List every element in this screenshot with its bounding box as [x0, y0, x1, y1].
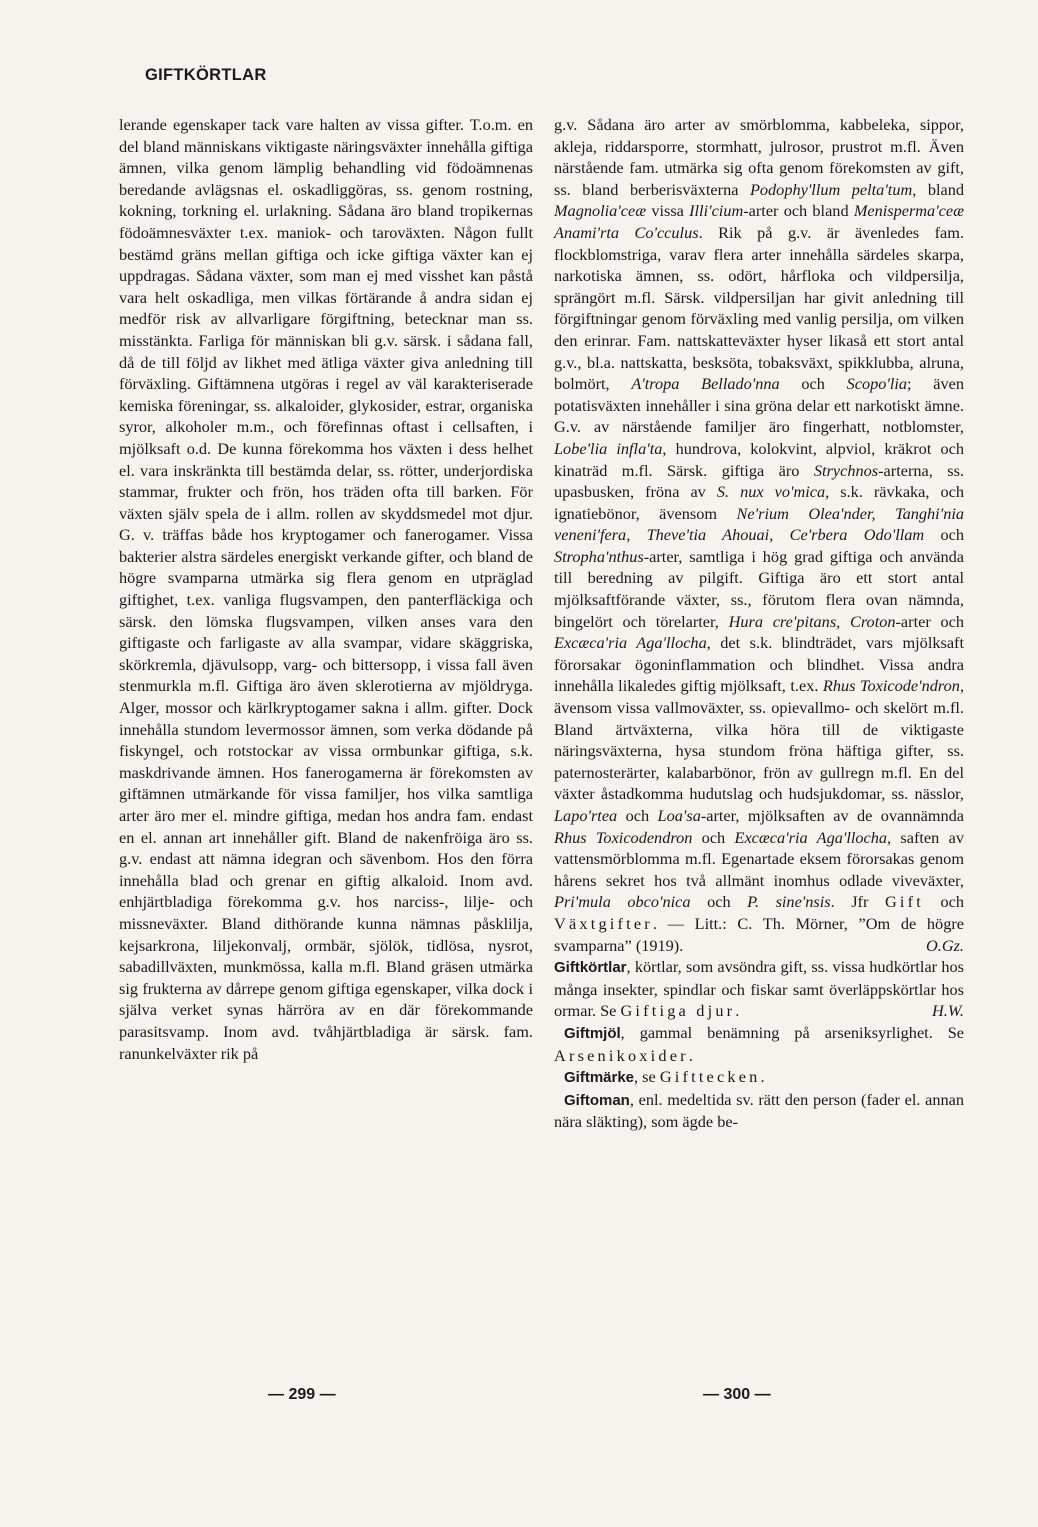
text-run: , körtlar, som avsöndra gift, ss. vissa hudkörtlar hos många insekter, spindlar och fiskar samt överläppskörtlar hos ormar. Se [554, 957, 964, 1021]
dictionary-entries [554, 956, 964, 1133]
text-run: och [923, 892, 965, 912]
italic-term: Stropha'nthus [554, 546, 644, 566]
italic-term: S. nux vo'mica [716, 482, 826, 502]
italic-term: P. sine'nsis [747, 892, 831, 912]
page-number-right: — 300 — [703, 1386, 771, 1403]
text-run: och [924, 525, 965, 545]
text-run: -arter, samtliga i hög grad giftiga och använda till beredning av pilgift. Giftiga äro ett stort antal mjölksaftförande växter, ss., förutom flera ovan nämnda, bingelört och törelarter, [554, 546, 964, 631]
cross-reference: Gift [884, 892, 924, 912]
text-run: . [760, 1067, 765, 1087]
text-run: -arter och [895, 611, 965, 631]
italic-term: Menisperma'ceæ Anami'rta Co'cculus [554, 201, 964, 242]
continued-entry-text [554, 114, 964, 956]
text-run: lerande egenskaper tack vare halten av vissa gifter. T.o.m. en del bland människans viktigaste näringsväxter innehålla giftiga ämnen, vilka genom lämplig behandling vid födoämnenas beredande avlägsnas el. oskadliggöras, ss. genom rostning, kokning, torkning el. urlakning. Sådana äro bland tropikernas födoämnesväxter t.ex. maniok- och taroväxten. Någon fullt bestämd gräns mellan giftiga och icke giftiga växter kan ej uppdragas. Sådana växter, som man ej med visshet kan påstå vara helt oskadliga, men vilkas förtärande å andra sidan ej medför risk av allvarligare förgiftning, betecknar man ss. misstänkta. Farliga för människan bli g.v. särsk. i sådana fall, då de till följd av likhet med ätliga växter giva anledning till förväxling. Giftämnena utgöras i regel av väl karakteriserade kemiska föreningar, ss. alkaloider, glykosider, estrar, organiska syror, alkoholer m.m., och förefinnas oftast i cellsaften, i mjölksaft o.d. De kunna förekomma hos växten i dess helhet el. vara inskränkta till bestämda delar, ss. rötter, underjordiska stammar, frukter och frön, hos träden ofta till barken. För växten själv spela de i allm. rollen av skyddsmedel mot djur. G. v. träffas både hos kryptogamer och fanerogamer. Vissa bakterier alstra särdeles energiskt verkande gifter, och bland de högre svamparna utmärka sig flera genom en utpräglad giftighet, t.ex. vanliga flugsvampen, den panterfläckiga och särsk. den lömska flugsvampen, vilken anses vara den giftigaste och farligaste av alla svampar, vidare skäggriska, skörkremla, djävulsopp, varg- och bittersopp, i vissa fall även stenmurkla m.fl. Giftiga äro även sklerotierna av mjöldryga. Alger, mossor och kärlkryptogamer sakna i allm. gifter. Dock innehålla stundom levermossor ämnen, som verka dödande på fiskyngel, och rotstockar av vissa ormbunkar giftiga, s.k. maskdrivande ämnen. Hos fanerogamerna är förekomsten av giftämnen utmärkande för vissa familjer, hos vilka samtliga arter äro mer el. mindre giftiga, medan hos andra fam. endast en el. annan art innehåller gift. Bland de nakenfröiga äro ss. g.v. endast att nämna idegran och sävenbom. Hos den förra innehålla blad och grenar en giftig alkaloid. Inom avd. enhjärtbladiga förekomma g.v. hos narciss-, lilje- och missneväxter. Bland dithörande kunna nämnas påsklilja, kejsarkrona, liljekonvalj, ormbär, sjölök, tidlösa, nysrot, sabadillväxten, munkmössa, kalla m.fl. Bland gräsen utmärka sig frukterna av dårrepe genom giftiga egenskaper, vilka dock i själva verket synas härröra av en där förekommande parasitsvamp. Inom avd. tvåhjärtbladiga är särsk. fam. ranunkelväxter rik på [119, 115, 533, 1063]
text-run: , ävensom vissa vallmoväxter, ss. opievallmo- och skelört m.fl. Bland ärtväxterna, vilka höra till de viktigaste näringsväxterna, hysa stundom fröna häftiga gifter, ss. paternosterärter, kalabarbönor, frön av gullregn m.fl. En del växter åstadkomma hudutslag och hudsjukdomar, ss. nässlor, [554, 676, 965, 804]
text-run: . — Litt.: C. Th. Mörner, ”Om de högre svamparna” (1919). [554, 913, 964, 955]
text-run: , enl. medeltida sv. rätt den person (fader el. annan nära släkting), som ägde be- [554, 1089, 964, 1132]
left-column [119, 114, 533, 1064]
right-column [554, 114, 964, 1133]
italic-term: Magnolia'ceæ [554, 201, 647, 221]
text-run: , hundrova, kolokvint, alpviol, kräkrot och kinaträd m.fl. Särsk. giftiga äro [554, 438, 964, 480]
text-run: g.v. Sådana äro arter av smörblomma, kabbeleka, sippor, akleja, riddarsporre, stormhatt, julrosor, prustrot m.fl. Även närstående fam. utmärka sig ofta genom förekomsten av gift, ss. bland berberisväxterna [554, 115, 964, 199]
left-column-text [119, 114, 533, 1064]
italic-term: Ne'rium Olea'nder, Tanghi'nia veneni'fera, Theve'tia Ahouai, Ce'rbera Odo'llam [554, 503, 964, 545]
italic-term: Illi'cium [689, 201, 744, 221]
text-run: och [617, 806, 658, 825]
author-signature: O.Gz. [926, 935, 964, 955]
dictionary-entry [554, 956, 964, 1022]
cross-reference: Giftiga djur [620, 1001, 736, 1021]
italic-term: Rhus Toxicodendron [554, 827, 693, 847]
italic-term: Pri'mula obco'nica [554, 892, 691, 912]
dictionary-entry [554, 1066, 964, 1089]
entry-headword: Giftoman [564, 1091, 630, 1109]
italic-term: Hura cre'pitans, Croton [728, 611, 896, 631]
italic-term: Excæca'ria Aga'llocha [554, 633, 707, 653]
text-run: , det s.k. blindträdet, vars mjölksaft förorsakar ögoninflammation och blindhet. Vissa andra innehålla likaledes giftig mjölksaft, t.ex. [554, 633, 964, 696]
author-signature: H.W. [932, 1001, 964, 1021]
text-run: -arter, mjölksaften av de ovannämnda [700, 806, 964, 825]
cross-reference: Växtgifter [554, 913, 653, 933]
italic-term: A'tropa Bellado'nna [631, 374, 780, 394]
dictionary-entry [554, 1022, 964, 1066]
running-head: GIFTKÖRTLAR [145, 66, 267, 84]
text-run: , s.k. rävkaka, och ignatiebönor, ävensom [554, 482, 965, 523]
cross-reference: Arsenikoxider [554, 1045, 689, 1065]
text-run: -arter och bland [743, 201, 854, 221]
text-run: , saften av vattensmörblomma m.fl. Egenartade eksem förorsakas genom hårens sekret hos två allmänt inomhus odlade viveväxter, [554, 827, 964, 890]
text-run: , gammal benämning på arseniksyrlighet. Se [620, 1022, 964, 1042]
text-run: och [692, 827, 735, 847]
text-run: och [779, 374, 847, 394]
entry-headword: Giftmjöl [564, 1024, 621, 1042]
italic-term: Strychnos [813, 460, 879, 480]
text-run: . [688, 1045, 693, 1065]
text-run: -arterna, ss. upasbusken, fröna av [554, 460, 964, 502]
italic-term: Lapo'rtea [554, 806, 618, 825]
text-run: ; även potatisväxten innehåller i sina gröna delar ett narkotiskt ämne. G.v. av närstående familjer äro fingerhatt, notblomster, [554, 374, 964, 437]
text-run: vissa [646, 201, 690, 221]
italic-term: Lobe'lia infla'ta [554, 438, 663, 458]
italic-term: Excæca'ria Aga'llocha [734, 827, 888, 847]
entry-headword: Giftmärke [564, 1069, 635, 1087]
cross-reference: Gifttecken [659, 1067, 761, 1087]
dictionary-entry [554, 1089, 964, 1133]
text-run: , bland [912, 179, 964, 199]
page-number-left: — 299 — [268, 1386, 336, 1403]
text-run: . Jfr [830, 892, 885, 912]
entry-headword: Giftkörtlar [554, 959, 627, 977]
italic-term: Rhus Toxicode'ndron [822, 676, 960, 696]
text-run: och [690, 892, 748, 912]
italic-term: Loa'sa [657, 806, 701, 825]
text-run: , se [634, 1067, 660, 1087]
italic-term: Podophy'llum pelta'tum [749, 179, 913, 199]
text-run: . Rik på g.v. är ävenledes fam. flockblomstriga, varav flera arter innehålla särdeles skarpa, narkotiska ämnen, ss. odört, hårfloka och vildpersilja, sprängört m.fl. Särsk. vildpersiljan har givit anledning till förgiftningar genom förväxling med vanlig persilja, om vilken den erinrar. Fam. nattskatteväxter hyser likaså ett stort antal g.v., bl.a. nattskatta, besksöta, tobaksväxt, spikklubba, alruna, bolmört, [554, 222, 965, 394]
italic-term: Scopo'lia [846, 374, 908, 394]
text-run: . [735, 1001, 740, 1021]
